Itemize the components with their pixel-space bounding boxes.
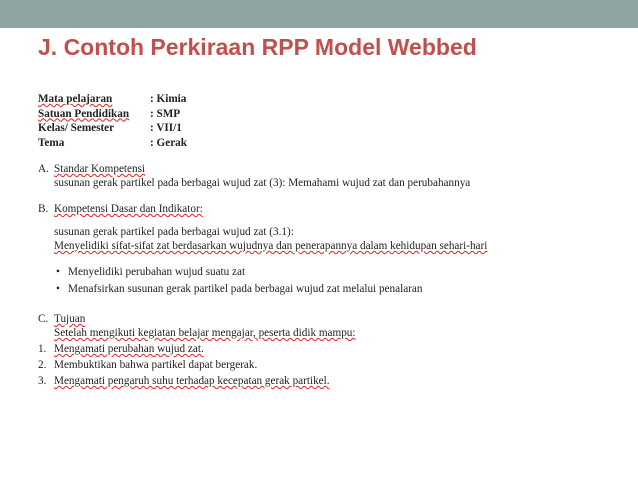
item-text: Mengamati pengaruh suhu terhadap kecepatan gerak partikel. xyxy=(54,375,330,387)
item-number: 2. xyxy=(38,359,47,371)
document-body xyxy=(38,92,598,388)
section-b-line1: susunan gerak partikel pada berbagai wujud zat (3.1): xyxy=(54,226,294,238)
section-c-heading xyxy=(38,312,598,326)
list-item xyxy=(38,265,598,279)
meta-key: Kelas/ Semester xyxy=(38,122,115,134)
meta-row xyxy=(38,92,598,107)
section-label: A. xyxy=(38,163,49,175)
meta-value: : Gerak xyxy=(150,136,187,149)
section-c-intro: Setelah mengikuti kegiatan belajar mengajar, peserta didik mampu: xyxy=(54,327,356,339)
item-number: 3. xyxy=(38,375,47,387)
meta-row xyxy=(38,121,598,136)
bullet-text: Menafsirkan susunan gerak partikel pada berbagai wujud zat melalui penalaran xyxy=(68,283,423,295)
section-heading: Tujuan xyxy=(54,313,86,325)
list-item xyxy=(38,282,598,296)
meta-row xyxy=(38,136,598,151)
item-text: Mengamati perubahan wujud zat. xyxy=(54,343,204,355)
section-heading: Standar Kompetensi xyxy=(54,163,146,175)
item-number: 1. xyxy=(38,343,47,355)
meta-key: Tema xyxy=(38,136,65,149)
bullet-text: Menyelidiki perubahan wujud suatu zat xyxy=(68,266,246,278)
section-label: C. xyxy=(38,313,49,325)
section-a-text: susunan gerak partikel pada berbagai wujud zat (3): Memahami wujud zat dan perubahannya xyxy=(54,177,471,189)
item-text: Membuktikan bahwa partikel dapat bergerak. xyxy=(54,359,258,371)
header-band xyxy=(0,0,638,28)
section-b-line2: Menyelidiki sifat-sifat zat berdasarkan wujudnya dan penerapannya dalam kehidupan sehari-hari xyxy=(54,240,488,252)
meta-key: Mata pelajaran xyxy=(38,93,113,105)
meta-key: Satuan Pendidikan xyxy=(38,107,130,120)
list-item xyxy=(38,342,598,356)
section-b-heading xyxy=(38,202,598,216)
list-item xyxy=(38,358,598,372)
bullet-icon: • xyxy=(56,283,60,295)
meta-value: : VII/1 xyxy=(150,122,182,134)
meta-value: : SMP xyxy=(150,107,181,120)
section-heading: Kompetensi Dasar dan Indikator: xyxy=(54,203,203,215)
meta-value: : Kimia xyxy=(150,93,187,105)
section-label: B. xyxy=(38,203,49,215)
list-item xyxy=(38,374,598,388)
meta-row xyxy=(38,107,598,122)
section-a-heading xyxy=(38,162,598,176)
bullet-icon: • xyxy=(56,266,60,278)
slide-title: J. Contoh Perkiraan RPP Model Webbed xyxy=(38,34,477,60)
